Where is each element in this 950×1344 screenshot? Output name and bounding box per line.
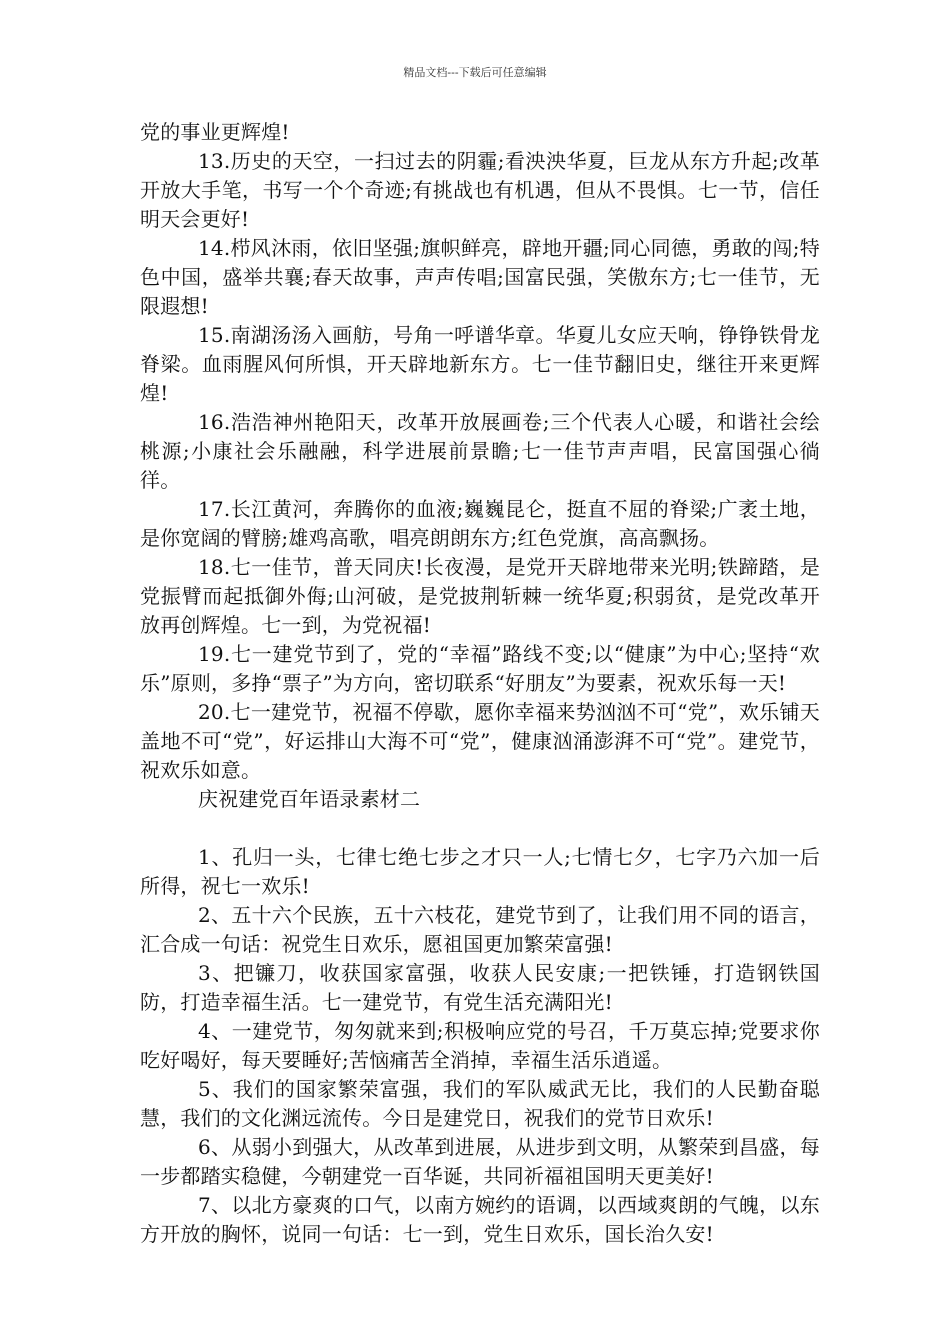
paragraph-6: 6、从弱小到强大，从改革到进展，从进步到文明，从繁荣到昌盛，每一步都踏实稳健，今朝建党一百华诞，共同祈福祖国明天更美好! bbox=[140, 1135, 820, 1188]
page-header: 精品文档---下载后可任意编辑 bbox=[403, 66, 547, 79]
paragraph-3: 3、把镰刀，收获国家富强，收获人民安康;一把铁锤，打造钢铁国防，打造幸福生活。七一建党节，有党生活充满阳光! bbox=[140, 961, 820, 1014]
paragraph-1: 1、孔归一头，七律七绝七步之才只一人;七情七夕，七字乃六加一后所得，祝七一欢乐! bbox=[140, 845, 820, 898]
paragraph-15: 15.南湖汤汤入画舫，号角一呼谱华章。华夏儿女应天响，铮铮铁骨龙脊梁。血雨腥风何所惧，开天辟地新东方。七一佳节翻旧史，继往开来更辉煌! bbox=[140, 323, 820, 405]
paragraph-20: 20.七一建党节，祝福不停歇，愿你幸福来势汹汹不可“党”，欢乐铺天盖地不可“党”，好运排山大海不可“党”，健康汹涌澎湃不可“党”。建党节，祝欢乐如意。 bbox=[140, 700, 820, 782]
paragraph-2: 2、五十六个民族，五十六枝花，建党节到了，让我们用不同的语言，汇合成一句话：祝党生日欢乐，愿祖国更加繁荣富强! bbox=[140, 903, 820, 956]
paragraph-continuation: 党的事业更辉煌! bbox=[140, 120, 290, 144]
blank-line bbox=[140, 814, 820, 843]
paragraph-5: 5、我们的国家繁荣富强，我们的军队威武无比，我们的人民勤奋聪慧，我们的文化渊远流传。今日是建党日，祝我们的党节日欢乐! bbox=[140, 1077, 820, 1130]
paragraph-18: 18.七一佳节，普天同庆!长夜漫，是党开天辟地带来光明;铁蹄踏，是党振臂而起抵御外侮;山河破，是党披荆斩棘一统华夏;积弱贫，是党改革开放再创辉煌。七一到，为党祝福! bbox=[140, 555, 820, 637]
paragraph-13: 13.历史的天空，一扫过去的阴霾;看泱泱华夏，巨龙从东方升起;改革开放大手笔，书写一个个奇迹;有挑战也有机遇，但从不畏惧。七一节，信任明天会更好! bbox=[140, 149, 820, 231]
paragraph-4: 4、一建党节，匆匆就来到;积极响应党的号召，千万莫忘掉;党要求你吃好喝好，每天要睡好;苦恼痛苦全消掉，幸福生活乐逍遥。 bbox=[140, 1019, 820, 1072]
document-body bbox=[140, 118, 820, 1249]
paragraph-7: 7、以北方豪爽的口气，以南方婉约的语调，以西域爽朗的气魄，以东方开放的胸怀，说同一句话：七一到，党生日欢乐，国长治久安! bbox=[140, 1193, 820, 1246]
section-heading: 庆祝建党百年语录素材二 bbox=[198, 787, 421, 811]
paragraph-17: 17.长江黄河，奔腾你的血液;巍巍昆仑，挺直不屈的脊梁;广袤土地，是你宽阔的臂膀;雄鸡高歌，唱亮朗朗东方;红色党旗，高高飘扬。 bbox=[140, 497, 820, 550]
paragraph-19: 19.七一建党节到了，党的“幸福”路线不变;以“健康”为中心;坚持“欢乐”原则，多挣“票子”为方向，密切联系“好朋友”为要素，祝欢乐每一天! bbox=[140, 642, 820, 695]
paragraph-14: 14.栉风沐雨，依旧坚强;旗帜鲜亮，辟地开疆;同心同德，勇敢的闯;特色中国，盛举共襄;春天故事，声声传唱;国富民强，笑傲东方;七一佳节，无限遐想! bbox=[140, 236, 820, 318]
paragraph-16: 16.浩浩神州艳阳天，改革开放展画卷;三个代表人心暖，和谐社会绘桃源;小康社会乐融融，科学进展前景瞻;七一佳节声声唱，民富国强心徜徉。 bbox=[140, 410, 820, 492]
